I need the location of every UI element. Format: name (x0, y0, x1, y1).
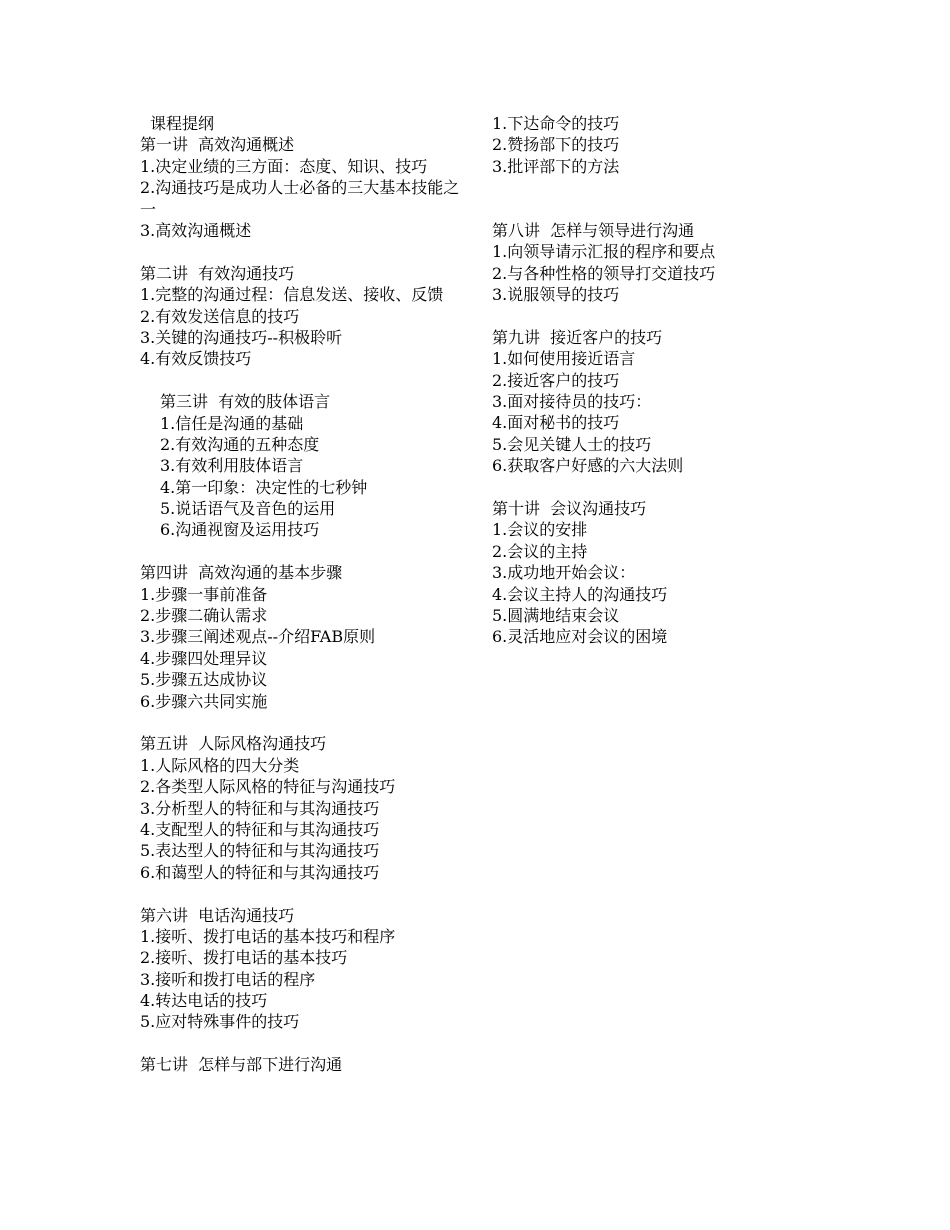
left-column (140, 113, 470, 1076)
spacer (492, 177, 792, 198)
spacer (140, 1033, 470, 1054)
spacer (492, 477, 792, 498)
list-item: 2.有效沟通的五种态度 (160, 434, 320, 454)
section-title: 第五讲 人际风格沟通技巧 (140, 734, 327, 754)
outline-title: 课程提纲 (150, 114, 215, 133)
spacer (140, 241, 470, 262)
list-item: 3.面对接待员的技巧： (492, 392, 652, 412)
section-title: 第九讲 接近客户的技巧 (492, 327, 663, 347)
list-item: 5.圆满地结束会议 (492, 605, 620, 625)
list-item: 4.会议主持人的沟通技巧 (492, 584, 668, 604)
list-item: 6.获取客户好感的六大法则 (492, 456, 684, 476)
list-item: 4.支配型人的特征和与其沟通技巧 (140, 819, 380, 839)
list-item: 2.沟通技巧是成功人士必备的三大基本技能之一 (140, 178, 460, 219)
list-item: 3.说服领导的技巧 (492, 285, 620, 305)
list-item: 1.如何使用接近语言 (492, 349, 636, 369)
spacer (140, 712, 470, 733)
list-item: 5.表达型人的特征和与其沟通技巧 (140, 841, 380, 861)
list-item: 1.人际风格的四大分类 (140, 755, 300, 775)
list-item: 1.信任是沟通的基础 (160, 413, 304, 433)
list-item: 1.步骤一事前准备 (140, 584, 268, 604)
list-item: 1.决定业绩的三方面：态度、知识、技巧 (140, 156, 428, 176)
list-item: 2.与各种性格的领导打交道技巧 (492, 263, 716, 283)
list-item: 3.分析型人的特征和与其沟通技巧 (140, 798, 380, 818)
spacer (140, 883, 470, 904)
list-item: 5.应对特殊事件的技巧 (140, 1012, 300, 1032)
list-item: 2.步骤二确认需求 (140, 606, 268, 626)
section-title: 第六讲 电话沟通技巧 (140, 905, 295, 925)
list-item: 4.第一印象：决定性的七秒钟 (160, 477, 368, 497)
list-item: 6.沟通视窗及运用技巧 (160, 520, 320, 540)
section-title: 第二讲 有效沟通技巧 (140, 263, 295, 283)
list-item: 2.会议的主持 (492, 541, 588, 561)
list-item: 4.有效反馈技巧 (140, 349, 252, 369)
list-item: 5.步骤五达成协议 (140, 670, 268, 690)
list-item: 2.赞扬部下的技巧 (492, 135, 620, 155)
list-item: 2.各类型人际风格的特征与沟通技巧 (140, 777, 396, 797)
list-item: 1.完整的沟通过程：信息发送、接收、反馈 (140, 285, 444, 305)
list-item: 6.步骤六共同实施 (140, 691, 268, 711)
list-item: 2.接听、拨打电话的基本技巧 (140, 948, 348, 968)
list-item: 4.转达电话的技巧 (140, 991, 268, 1011)
right-column (492, 113, 792, 648)
section-title: 第一讲 高效沟通概述 (140, 135, 295, 155)
spacer (140, 541, 470, 562)
section-title: 第八讲 怎样与领导进行沟通 (492, 220, 695, 240)
section-title: 第三讲 有效的肢体语言 (160, 392, 331, 412)
list-item: 3.关键的沟通技巧--积极聆听 (140, 327, 343, 347)
list-item: 2.有效发送信息的技巧 (140, 306, 300, 326)
list-item: 3.高效沟通概述 (140, 221, 252, 240)
list-item: 2.接近客户的技巧 (492, 370, 620, 390)
list-item: 5.会见关键人士的技巧 (492, 434, 652, 454)
list-item: 1.向领导请示汇报的程序和要点 (492, 242, 716, 262)
spacer (140, 370, 470, 391)
list-item: 6.和蔼型人的特征和与其沟通技巧 (140, 862, 380, 882)
list-item: 3.步骤三阐述观点--介绍FAB原则 (140, 627, 376, 647)
list-item: 4.步骤四处理异议 (140, 648, 268, 668)
list-item: 4.面对秘书的技巧 (492, 413, 620, 433)
section-title: 第七讲 怎样与部下进行沟通 (140, 1055, 343, 1075)
list-item: 1.会议的安排 (492, 520, 588, 540)
list-item: 1.接听、拨打电话的基本技巧和程序 (140, 926, 396, 946)
section-title: 第十讲 会议沟通技巧 (492, 499, 647, 519)
list-item: 6.灵活地应对会议的困境 (492, 627, 668, 647)
list-item: 3.批评部下的方法 (492, 156, 620, 176)
spacer (492, 306, 792, 327)
spacer (492, 199, 792, 220)
list-item: 5.说话语气及音色的运用 (160, 499, 336, 519)
section-title: 第四讲 高效沟通的基本步骤 (140, 563, 343, 583)
list-item: 3.有效利用肢体语言 (160, 456, 304, 476)
list-item: 3.接听和拨打电话的程序 (140, 969, 316, 989)
list-item: 3.成功地开始会议： (492, 563, 636, 583)
list-item: 1.下达命令的技巧 (492, 114, 620, 133)
